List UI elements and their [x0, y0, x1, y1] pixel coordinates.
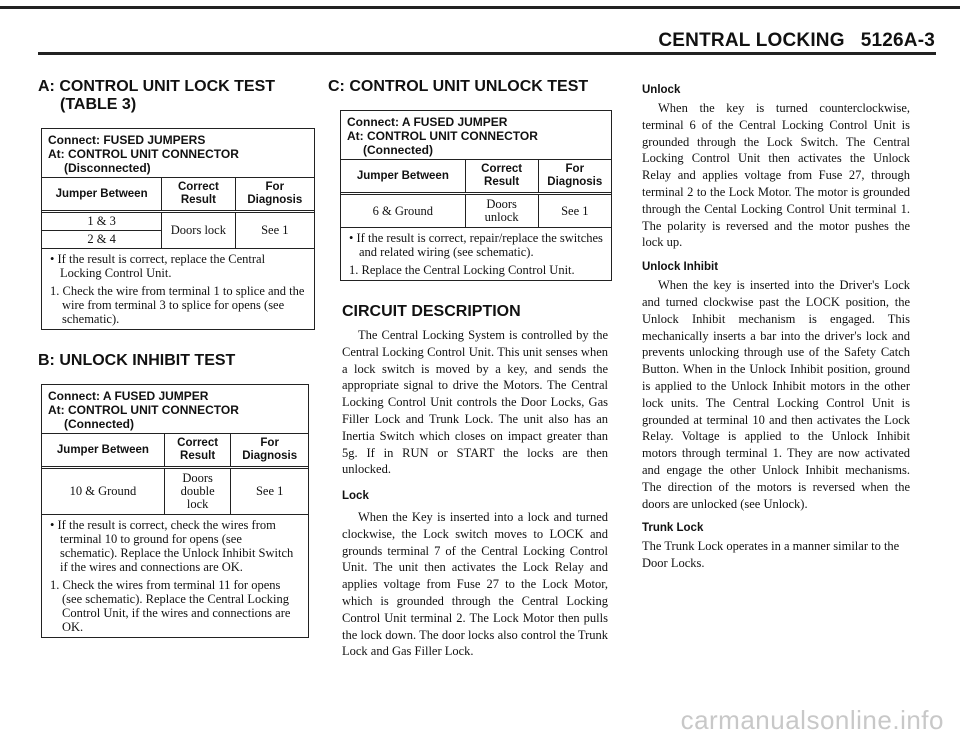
- unlock-subtitle: Unlock: [642, 84, 681, 96]
- circuit-body: [342, 327, 608, 660]
- table-cell: See 1: [235, 212, 314, 249]
- col-header: Correct Result: [164, 434, 231, 468]
- col-header: For Diagnosis: [231, 434, 308, 468]
- col-header: Jumper Between: [42, 178, 162, 212]
- table-cell: 2 & 4: [42, 231, 162, 249]
- test-b-notes: [42, 515, 308, 637]
- circuit-paragraph: The Central Locking System is controlled by the Central Locking Control Unit. This unit senses when a lock switch is moved by a key, and sends the appropriate signal to drive the Motors. The Central Locking Control Unit controls the Door Locks, Gas Filler Lock and Trunk Lock. The unit also has an Inertia Switch which closes on impact greater than 5g. If in RUN or START the locks are then unlocked.: [342, 328, 608, 477]
- table-cell: See 1: [538, 194, 611, 228]
- connect-line: (Connected): [363, 143, 433, 157]
- test-a-table: [42, 177, 314, 249]
- test-c-notes: [341, 228, 611, 280]
- bullet-note: • If the result is correct, replace the Central Locking Control Unit.: [50, 252, 266, 280]
- connect-line: At: CONTROL UNIT CONNECTOR: [347, 129, 538, 143]
- col-header: For Diagnosis: [538, 160, 611, 194]
- middle-column: [328, 78, 614, 660]
- test-b-connect: [42, 385, 308, 433]
- right-column: [642, 84, 910, 572]
- connect-line: Connect: A FUSED JUMPER: [48, 389, 209, 403]
- unlock-body: [642, 100, 910, 251]
- bullet-note: • If the result is correct, check the wires from terminal 10 to ground for opens (see schematic). Replace the Unlock Inhibit Switch if the wires and connections are OK.: [50, 518, 294, 574]
- step-note: 1. Check the wires from terminal 11 for opens (see schematic). Replace the Central Locking Control Unit, if the wires and connections are OK.: [50, 578, 291, 634]
- bullet-text: If the result is correct, repair/replace the switches and related wiring (see schematic).: [356, 231, 603, 259]
- left-column: [38, 78, 320, 638]
- test-a-notes: [42, 249, 314, 329]
- col-header: Jumper Between: [42, 434, 164, 468]
- top-rule: [0, 6, 960, 9]
- test-a-box: [41, 128, 315, 330]
- step-note: 1. Check the wire from terminal 1 to splice and the wire from terminal 3 to splice for opens (see schematic).: [50, 284, 305, 326]
- test-a-title: A: CONTROL UNIT LOCK TEST: [38, 78, 276, 95]
- test-c-box: [340, 110, 612, 281]
- col-header: Correct Result: [465, 160, 538, 194]
- trunk-paragraph: The Trunk Lock operates in a manner similar to the Door Locks.: [642, 539, 900, 571]
- test-b-box: [41, 384, 309, 638]
- trunk-subtitle: Trunk Lock: [642, 522, 704, 535]
- col-header: Correct Result: [162, 178, 235, 212]
- col-header: Jumper Between: [341, 160, 465, 194]
- lock-subtitle: Lock: [342, 490, 369, 503]
- connect-line: (Disconnected): [64, 161, 151, 175]
- header-rule: [38, 52, 936, 55]
- page-header: [658, 30, 935, 52]
- inhibit-subtitle: Unlock Inhibit: [642, 261, 719, 274]
- test-c-connect: [341, 111, 611, 159]
- table-row: [341, 194, 611, 228]
- connect-line: Connect: FUSED JUMPERS: [48, 133, 206, 147]
- test-c-table: [341, 159, 611, 228]
- step-note: 1. Replace the Central Locking Control Unit.: [349, 263, 575, 277]
- trunk-body: [642, 538, 910, 572]
- connect-line: Connect: A FUSED JUMPER: [347, 115, 508, 129]
- col-header: For Diagnosis: [235, 178, 314, 212]
- bullet-note: • If the result is correct, repair/replace the switches and related wiring (see schematic).: [349, 231, 603, 259]
- bullet-text: If the result is correct, check the wires from terminal 10 to ground for opens (see schematic). Replace the Unlock Inhibit Switch if the wires and connections are OK.: [57, 518, 294, 574]
- table-cell: Doors double lock: [164, 468, 231, 515]
- table-cell: 10 & Ground: [42, 468, 164, 515]
- table-row: [42, 212, 314, 231]
- test-c-title: C: CONTROL UNIT UNLOCK TEST: [328, 78, 589, 95]
- lock-paragraph: When the Key is inserted into a lock and turned clockwise, the Lock switch moves to LOCK and grounds terminal 7 of the Central Locking Control Unit. The unit then activates the Lock Relay and applies voltage from Fuse 27 to the Lock Motor, which is grounded through the Central Locking Control Unit terminal 2. The Lock Motor then pulls the lock down. The door locks also control the Trunk Lock and Gas Filler Lock.: [342, 509, 608, 659]
- table-cell: Doors unlock: [465, 194, 538, 228]
- inhibit-body: [642, 277, 910, 512]
- bullet-text: If the result is correct, replace the Central Locking Control Unit.: [57, 252, 266, 280]
- inhibit-paragraph: When the key is inserted into the Driver's Lock and turned clockwise past the LOCK position, the Unlock Inhibit mechanism is engaged. This mechanically inserts a bar into the driver's lock and prevents unlocking through use of the Safety Catch Button. When in the Unlock Inhibit position, ground is applied to the Unlock Inhibit motors in the other lock units. The Central Locking Control Unit is grounded at terminal 10 and then activates the Lock Relay. Voltage is applied to the Unlock Inhibit motors through terminal 1. They are now activated and engage the other Unlock Inhibit mechanisms. The direction of the motors is reversed when the doors are unlocked (see Unlock).: [642, 278, 910, 511]
- unlock-paragraph: When the key is turned counterclockwise, terminal 6 of the Central Locking Control Unit is grounded through the Lock Switch. The Central Locking Control Unit then activates the Unlock Relay and applies voltage from Fuse 27, through terminal 2 to the Lock Motor. The motor is grounded through the Cental Locking Control Unit terminal 1. The polarity is reversed and the motor pushes the lock up.: [642, 101, 910, 250]
- page-number: 5126A-3: [860, 30, 935, 51]
- section-title: CENTRAL LOCKING: [658, 30, 845, 51]
- circuit-title: CIRCUIT DESCRIPTION: [342, 303, 521, 320]
- watermark: carmanualsonline.info: [680, 705, 944, 735]
- connect-line: At: CONTROL UNIT CONNECTOR: [48, 147, 239, 161]
- test-a-connect: [42, 129, 314, 177]
- connect-line: (Connected): [64, 417, 134, 431]
- table-cell: Doors lock: [162, 212, 235, 249]
- test-b-title: B: UNLOCK INHIBIT TEST: [38, 352, 236, 369]
- table-cell: 6 & Ground: [341, 194, 465, 228]
- connect-line: At: CONTROL UNIT CONNECTOR: [48, 403, 239, 417]
- table-cell: 1 & 3: [42, 212, 162, 231]
- test-a-subtitle: (TABLE 3): [60, 96, 137, 113]
- table-row: [42, 468, 308, 515]
- table-cell: See 1: [231, 468, 308, 515]
- test-b-table: [42, 433, 308, 515]
